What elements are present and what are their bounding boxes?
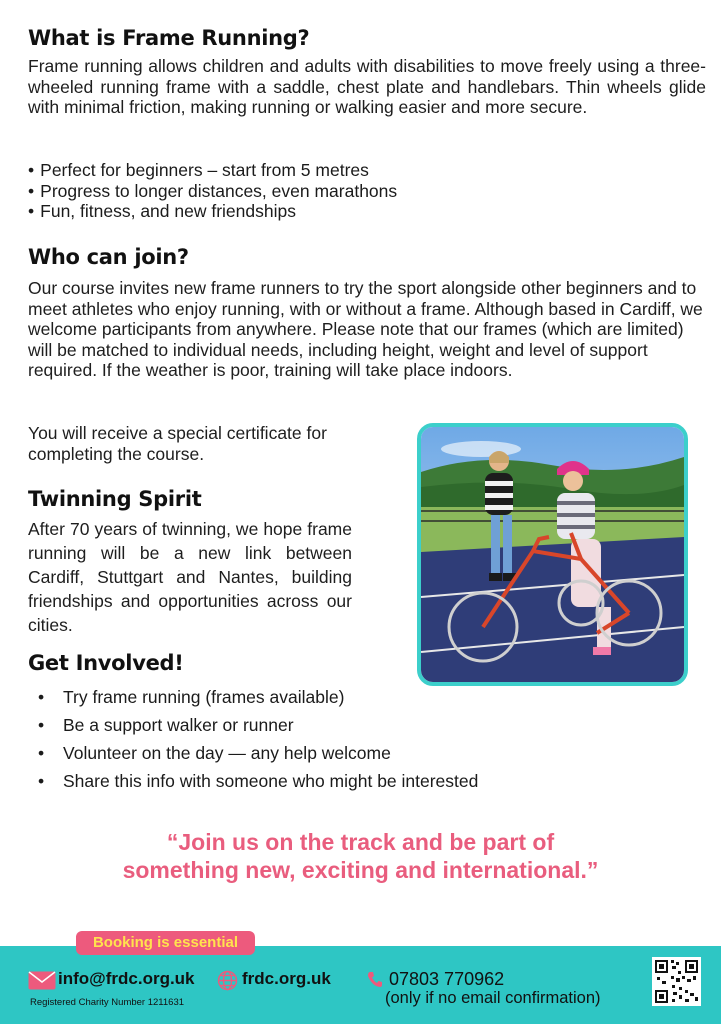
heading-what-is-frame-running: What is Frame Running? (28, 26, 310, 50)
photo-illustration (421, 427, 684, 682)
benefits-list (28, 160, 397, 222)
heading-get-involved: Get Involved! (28, 651, 184, 675)
charity-number: Registered Charity Number 1211631 (30, 997, 185, 1008)
globe-icon (217, 970, 238, 991)
list-item: • Perfect for beginners – start from 5 metres (28, 160, 397, 181)
twinning-paragraph: After 70 years of twinning, we hope frame running will be a new link between Cardiff, Stuttgart and Nantes, building friendships and opportunities across our cities. (28, 519, 352, 635)
list-item: • Volunteer on the day — any help welcome (38, 739, 638, 767)
envelope-icon (28, 971, 56, 990)
phone-note: (only if no email confirmation) (385, 989, 601, 1007)
quote-line-1: “Join us on the track and be part of (166, 829, 555, 855)
certificate-note: You will receive a special certificate for completing the course. (28, 423, 327, 464)
list-item: • Progress to longer distances, even marathons (28, 181, 397, 202)
heading-twinning-spirit: Twinning Spirit (28, 487, 202, 511)
qr-code-icon[interactable] (652, 957, 701, 1006)
list-item: • Fun, fitness, and new friendships (28, 201, 397, 222)
frame-running-photo (417, 423, 688, 686)
email-link[interactable]: info@frdc.org.uk (58, 969, 195, 988)
list-item: • Share this info with someone who might be interested (38, 767, 638, 795)
list-item: • Try frame running (frames available) (38, 683, 638, 711)
heading-who-can-join: Who can join? (28, 245, 189, 269)
quote-line-2: something new, exciting and international.” (122, 857, 599, 883)
pull-quote (0, 828, 721, 884)
list-item: • Be a support walker or runner (38, 711, 638, 739)
who-can-join-paragraph: Our course invites new frame runners to try the sport alongside other beginners and to meet athletes who enjoy running, with or without a frame. Although based in Cardiff, we welcome participants from anywhere. Please note that our frames (which are limited) will be matched to individual needs, including height, weight and level of support required. If the weather is poor, training will take place indoors. (28, 278, 703, 380)
booking-badge: Booking is essential (76, 931, 255, 955)
website-link[interactable]: frdc.org.uk (242, 969, 331, 988)
get-involved-list (38, 683, 638, 795)
intro-paragraph: Frame running allows children and adults with disabilities to move freely using a three-wheeled running frame with a saddle, chest plate and handlebars. Thin wheels glide with minimal friction, making running or walking easier and more secure. (28, 56, 706, 117)
phone-icon (367, 971, 383, 988)
phone-link[interactable]: 07803 770962 (389, 969, 505, 989)
